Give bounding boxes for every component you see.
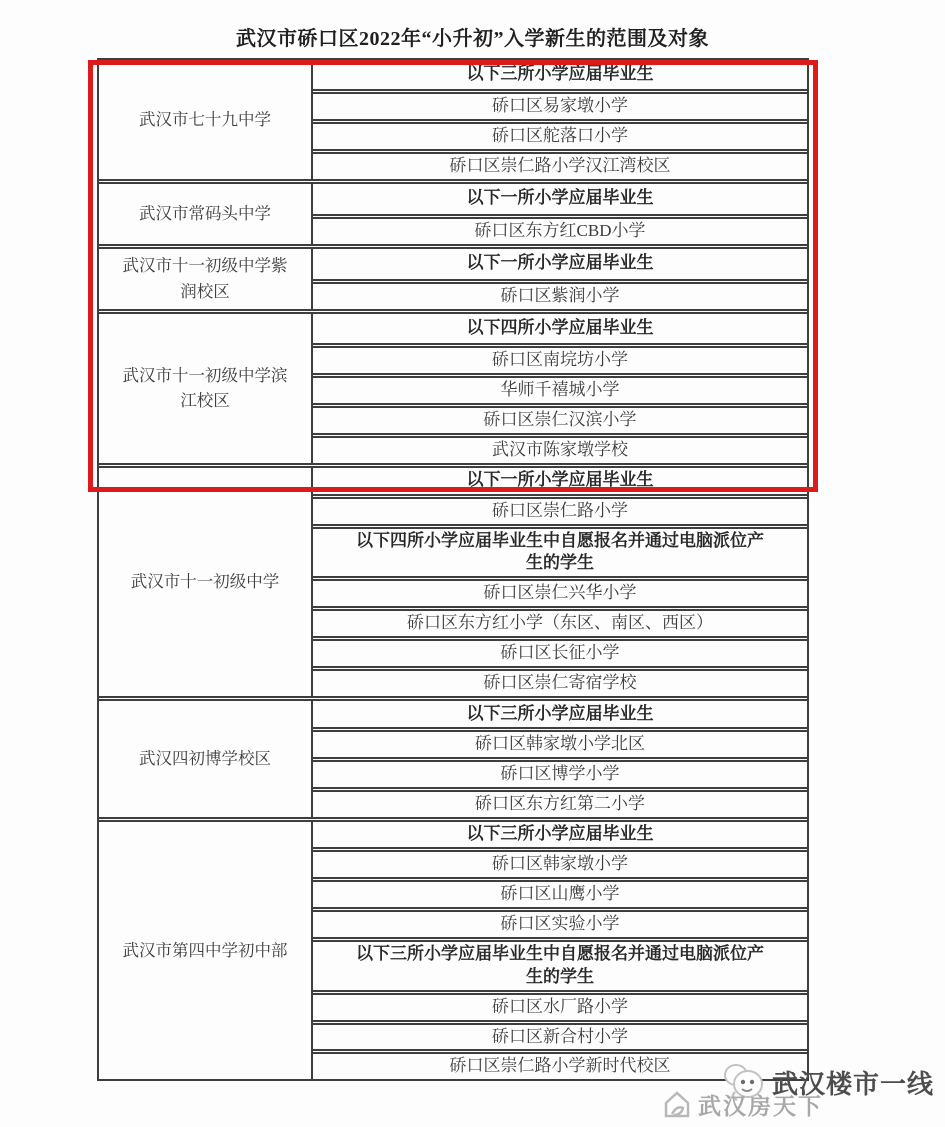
middle-school-cell: 武汉市第四中学初中部 [99,822,313,1079]
page-title: 武汉市硚口区2022年“小升初”入学新生的范围及对象 [236,28,709,50]
middle-school-cell: 武汉市十一初级中学紫润校区 [99,249,313,309]
feeder-school-label: 硚口区博学小学 [500,764,620,784]
feeder-school-label: 硚口区韩家墩小学 [492,853,628,873]
feeder-school-row [313,907,807,937]
feeder-school-label: 武汉市陈家墩学校 [492,439,628,459]
feeder-school-label: 硚口区崇仁寄宿学校 [483,673,637,693]
feeder-school-row [313,494,807,524]
feeder-school-label: 硚口区舵落口小学 [492,125,628,145]
feeder-school-label: 硚口区韩家墩小学北区 [475,734,645,754]
feeder-group-header-row [313,701,807,727]
feeder-school-row [313,636,807,666]
feeder-school-row [313,990,807,1020]
feeder-group-header-row [313,524,807,577]
feeder-school-label: 硚口区山鹰小学 [500,883,620,903]
feeder-group-header-row [313,937,807,990]
feeder-school-label: 硚口区崇仁路小学新时代校区 [449,1056,671,1076]
feeder-school-label: 以下三所小学应届毕业生 [466,703,654,723]
feeder-school-label: 硚口区新合村小学 [492,1026,628,1046]
middle-school-cell: 武汉市十一初级中学 [99,468,313,697]
watermark-loushiyixian-label: 武汉楼市一线 [772,1069,935,1099]
feeder-school-row [313,787,807,817]
feeder-school-label: 硚口区崇仁兴华小学 [483,583,637,603]
watermark-fangtianxia [660,1088,823,1121]
feeder-school-label: 硚口区实验小学 [500,913,620,933]
feeder-school-label: 以下一所小学应届毕业生 [466,470,654,490]
feeder-school-row [313,576,807,606]
feeder-school-label: 以下三所小学应届毕业生 [466,823,654,843]
feeder-school-label: 硚口区东方红第二小学 [475,794,645,813]
feeder-school-label: 硚口区崇仁路小学汉江湾校区 [449,155,671,175]
feeder-school-row [313,727,807,757]
feeder-school-label: 以下一所小学应届毕业生 [466,253,654,273]
highlight-box [88,60,818,492]
feeder-school-rows [313,701,807,817]
table-section [99,817,807,1079]
feeder-school-label: 以下一所小学应届毕业生 [466,188,654,208]
house-swirl-icon [660,1089,694,1121]
middle-school-cell: 武汉市十一初级中学滨江校区 [99,314,313,463]
table-section [99,463,807,697]
feeder-school-label: 以下四所小学应届毕业生中自愿报名并通过电脑派位产生的学生 [356,530,764,573]
feeder-school-label: 硚口区水厂路小学 [492,996,628,1016]
feeder-school-label: 以下三所小学应届毕业生中自愿报名并通过电脑派位产生的学生 [356,943,764,986]
feeder-school-row [313,666,807,696]
feeder-school-label: 硚口区南垸坊小学 [492,349,628,369]
feeder-school-label: 以下四所小学应届毕业生 [466,317,654,337]
feeder-school-rows [313,468,807,697]
feeder-school-row [313,606,807,636]
middle-school-cell: 武汉四初博学校区 [99,701,313,817]
feeder-school-label: 硚口区崇仁路小学 [492,500,628,520]
feeder-school-label: 硚口区东方红小学（东区、南区、西区） [407,613,713,633]
feeder-school-label: 硚口区长征小学 [500,643,620,663]
feeder-school-row [313,847,807,877]
feeder-group-header-row [313,822,807,847]
feeder-school-label: 硚口区易家墩小学 [492,96,628,115]
table-section [99,696,807,817]
feeder-school-label: 硚口区东方红CBD小学 [474,220,646,240]
feeder-school-label: 华师千禧城小学 [500,379,620,399]
feeder-school-label: 硚口区崇仁汉滨小学 [483,409,637,429]
feeder-school-row [313,757,807,787]
feeder-school-row [313,1020,807,1050]
feeder-school-row [313,877,807,907]
feeder-school-label: 以下三所小学应届毕业生 [466,64,654,84]
middle-school-cell: 武汉市常码头中学 [99,184,313,244]
watermark-fangtianxia-label: 武汉房天下 [698,1094,823,1119]
feeder-school-rows [313,822,807,1079]
feeder-school-label: 硚口区紫润小学 [500,285,620,305]
middle-school-cell: 武汉市七十九中学 [99,60,313,179]
